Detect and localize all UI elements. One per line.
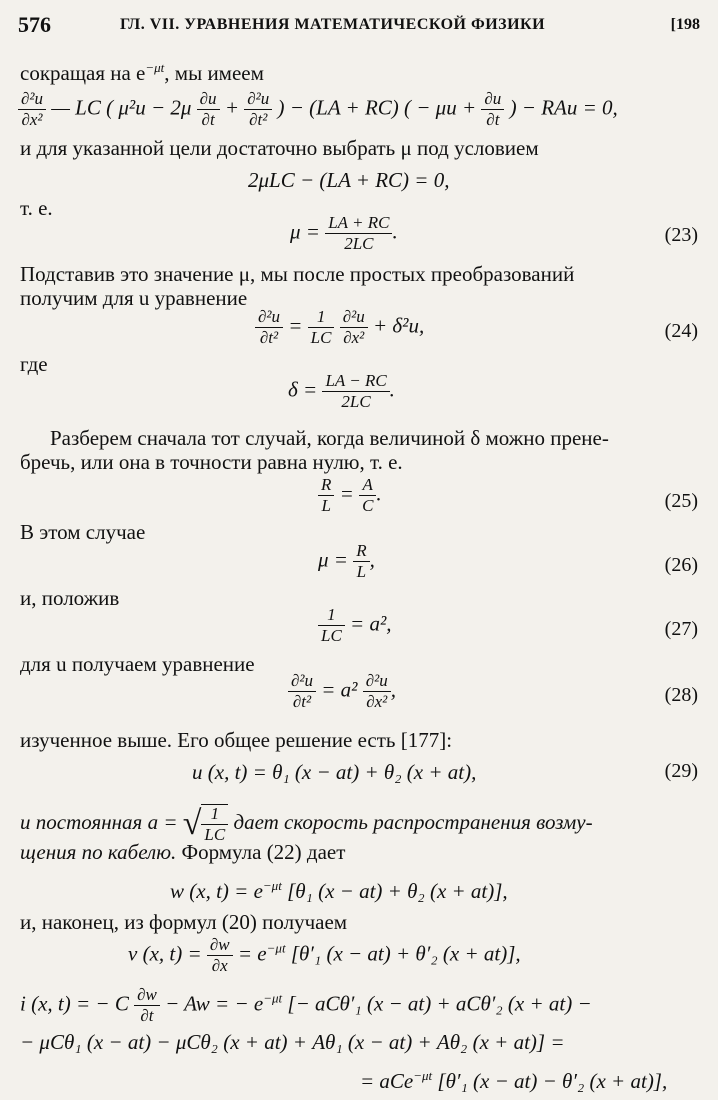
text-line: для u получаем уравнение [20,652,255,676]
equation-28: $\frac{\text{∂²u}}{\text{∂t²}}$ = a² $\frac{\text{∂²u}}{\text{∂x²}}$ , [288,672,396,711]
text-line: сокращая на $e^{-\mu t}$, мы имеем [20,60,264,85]
text-line: щения по кабелю. Формула (22) дает [20,840,346,864]
equation-26: μ = $\frac{R}{L}$ , [318,541,375,581]
equation-number: (28) [664,684,698,706]
equation-i: i (x, t) = − C $\frac{\partial w}{\partial t}$ − Aw = − $e^{-\mu t}$ [− aCθ′₁ (x − at) + aCθ′₂ (x + at) − [20,985,592,1025]
equation-number: (23) [664,224,698,246]
text-line: Подставив это значение μ, мы после простых преобразований [20,262,575,286]
equation-number: (25) [664,490,698,512]
page-number: 576 [18,12,51,37]
equation-23: μ = $\frac{LA + RC}{2LC}$ . [290,213,398,253]
equation-condition: 2μLC − (LA + RC) = 0, [248,168,450,192]
equation-delta: δ = $\frac{LA - RC}{2LC}$ . [288,371,395,411]
text-line: В этом случае [20,520,146,544]
equation-24: $\frac{\text{∂²u}}{\text{∂t²}}$ = $\frac{1}{LC}$ $\frac{\text{∂²u}}{\text{∂x²}}$ + δ²u, [255,308,424,347]
text-line: Разберем сначала тот случай, когда величиной δ можно прене- [50,426,609,450]
equation-27: $\frac{1}{LC}$ = a², [318,606,392,645]
equation-w: w (x, $t) = e^{-\mu t}$ [θ₁ (x − at) + θ₂ (x + at)], [170,878,508,903]
section-number: [198 [670,16,700,33]
equation-main: $\frac{\text{∂²u}}{\text{∂x²}}$ — LC ( μ²u − 2μ $\frac{\partial u}{\partial t}$ + $\frac{\text{∂²u}}{\text{∂t²}}$ ) − (LA + RC) ( − μu + $\frac{\partial u}{\partial t}$ ) − RAu = 0, [18,90,618,129]
text-line: т. е. [20,196,53,220]
text-line: изученное выше. Его общее решение есть [177]: [20,728,453,752]
equation-25: $\frac{R}{L}$ = $\frac{A}{C}$ . [318,476,382,515]
equation-number: (26) [664,554,698,576]
equation-v: v (x, t) = $\frac{\partial w}{\partial x}$ = $e^{-\mu t}$ [θ′₁ (x − at) + θ′₂ (x + at)], [128,935,521,975]
running-title: ГЛ. VII. УРАВНЕНИЯ МАТЕМАТИЧЕСКОЙ ФИЗИКИ [120,16,546,33]
text-line: и, наконец, из формул (20) получаем [20,910,348,934]
equation-number: (24) [664,320,698,342]
equation-i-line2: − μCθ₁ (x − at) − μCθ₂ (x + at) + Aθ₁ (x − at) + Aθ₂ (x + at)] = [20,1030,565,1054]
equation-29: u (x, t) = θ₁ (x − at) + θ₂ (x + at), [192,760,477,784]
text-line: бречь, или она в точности равна нулю, т. е. [20,450,403,474]
text-line: получим для u уравнение [20,286,248,310]
equation-i-line3: = aCe$^{-\mu t}$ [θ′₁ (x − at) − θ′₂ (x + at)], [360,1068,668,1093]
equation-number: (27) [664,618,698,640]
text-line: и для указанной цели достаточно выбрать μ под условием [20,136,539,160]
text-line: и постоянная a = √ $\frac{1}{LC}$ дает скорость распространения возму- [20,804,593,844]
text-line: и, положив [20,586,120,610]
text-line: где [20,352,48,376]
equation-number: (29) [664,760,698,782]
